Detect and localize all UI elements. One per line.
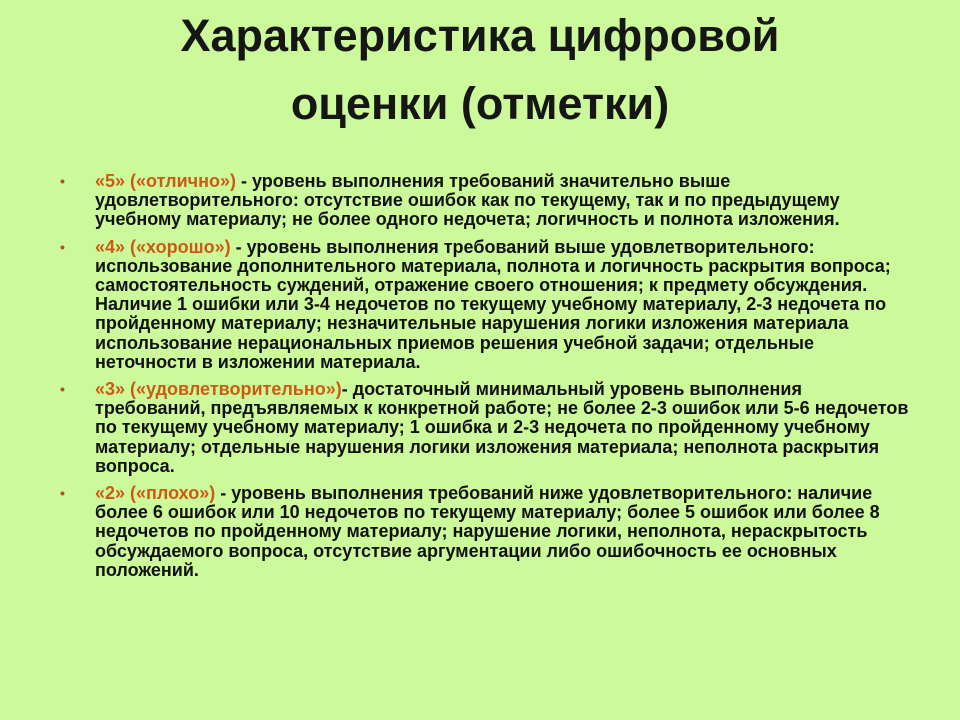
grade-label: «4» («хорошо») xyxy=(95,236,231,257)
grade-description: - уровень выполнения требований выше удовлетворительного: использование дополнительного материала, полнота и логичность раскрытия вопроса; самостоятельность суждений, отражение своего отношения; к предмету обсуждения. Наличие 1 ошибки или 3-4 недочетов по текущему учебному материалу, 2-3 недочета по пройденному материалу; незначительные нарушения логики изложения материала использование нерациональных приемов решения учебной задачи; отдельные неточности в изложении материала. xyxy=(95,236,891,372)
grade-description: - достаточный минимальный уровень выполнения требований, предъявляемых к конкретной работе; не более 2-3 ошибок или 5-6 недочетов по текущему учебному материалу; 1 ошибка и 2-3 недочета по пройденному учебному материалу; отдельные нарушения логики изложения материала; неполнота раскрытия вопроса. xyxy=(95,379,909,476)
grade-description: - уровень выполнения требований значительно выше удовлетворительного: отсутствие ошибок как по текущему, так и по предыдущему учебному материалу; не более одного недочета; логичность и полнота изложения. xyxy=(95,171,840,230)
slide-title xyxy=(60,2,900,138)
bullet-marker-icon: • xyxy=(60,238,65,255)
bullet-marker-icon: • xyxy=(60,485,65,502)
grade-label: «3» («удовлетворительно») xyxy=(95,379,342,400)
grade-label: «5» («отлично») xyxy=(95,171,236,191)
grade-item-2 xyxy=(60,484,910,580)
bullet-marker-icon: • xyxy=(60,173,65,189)
grade-label: «2» («плохо») xyxy=(95,483,216,504)
grade-item-4 xyxy=(60,238,910,372)
title-line-1: Характеристика цифровой xyxy=(180,10,780,61)
bullet-marker-icon: • xyxy=(60,381,65,398)
grade-item-5 xyxy=(60,172,910,230)
grade-list xyxy=(60,172,910,588)
title-line-2: оценки (отметки) xyxy=(290,78,670,129)
grade-item-3 xyxy=(60,380,910,476)
grade-description: - уровень выполнения требований ниже удовлетворительного: наличие более 6 ошибок или 10 недочетов по текущему материалу; более 5 ошибок или более 8 недочетов по пройденному материалу; нарушение логики, неполнота, нераскрытость обсуждаемого вопроса, отсутствие аргументации либо ошибочность ее основных положений. xyxy=(95,483,880,580)
